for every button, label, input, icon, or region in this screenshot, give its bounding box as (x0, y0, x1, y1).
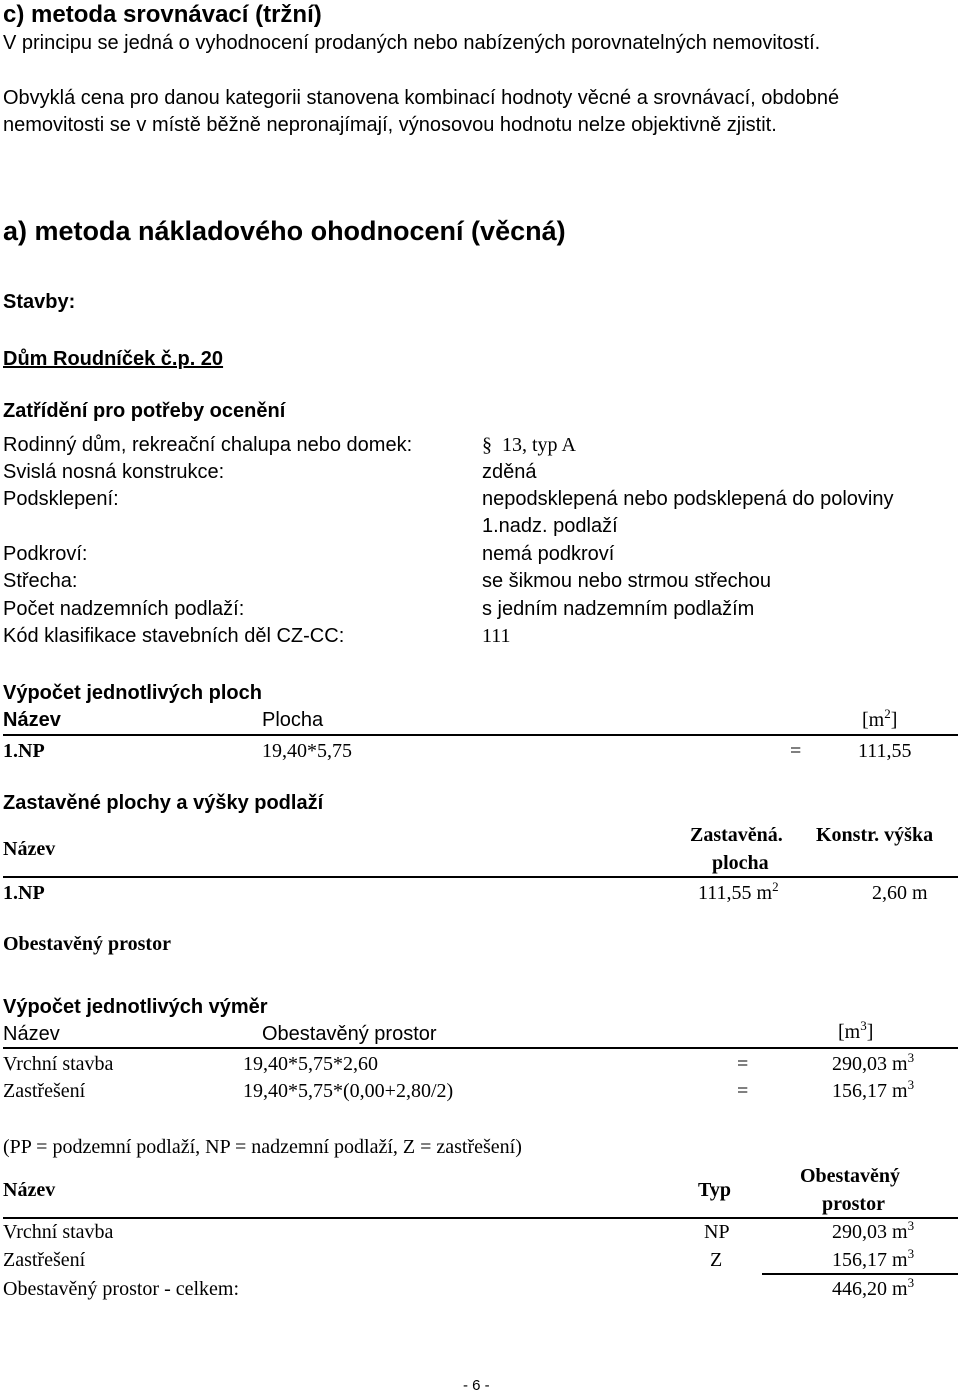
built-row-name: 1.NP (3, 882, 45, 904)
summary-col-volume: Obestavěný (800, 1165, 900, 1187)
summary-row-value: 290,03 $m^3$ (832, 1218, 915, 1243)
classification-label: Počet nadzemních podlaží: (3, 598, 245, 620)
built-heading: Zastavěné plochy a výšky podlaží (3, 792, 324, 814)
classification-label: Kód klasifikace stavebních děl CZ-CC: (3, 625, 345, 647)
built-col-height: Konstr. výška (816, 824, 934, 846)
classification-label: Podsklepení: (3, 488, 119, 510)
areas-col-area: Plocha (262, 709, 324, 731)
classification-value: nemá podkroví (482, 543, 615, 565)
volume-row-formula: 19,40*5,75*2,60 (243, 1053, 378, 1075)
volume-col-name: Název (3, 1023, 60, 1045)
summary-total-value: 446,20 $m^3$ (832, 1275, 915, 1300)
section-c-paragraph-2-line-2: nemovitosti se v místě běžně nepronajímají, výnosovou hodnotu nelze objektivně zjistit. (3, 114, 777, 136)
classification-label: Střecha: (3, 570, 78, 592)
summary-row-type: NP (704, 1221, 730, 1243)
volume-row-eq: = (737, 1080, 749, 1102)
volume-legend: (PP = podzemní podlaží, NP = nadzemní podlaží, Z = zastřešení) (3, 1136, 522, 1158)
classification-value: s jedním nadzemním podlažím (482, 598, 755, 620)
classification-value: zděná (482, 461, 537, 483)
built-col-area: Zastavěná. (690, 824, 783, 846)
classification-value-continued: 1.nadz. podlaží (482, 515, 618, 537)
summary-col-name: Název (3, 1179, 56, 1201)
summary-col-volume-line-2: prostor (822, 1193, 885, 1215)
built-col-area-line-2: plocha (712, 852, 769, 874)
summary-col-type: Typ (698, 1179, 731, 1201)
classification-value: nepodsklepená nebo podsklepená do poloviny (482, 488, 894, 510)
page-number: - 6 - (463, 1377, 490, 1394)
volume-row-eq: = (737, 1053, 749, 1075)
classification-value: 111 (482, 625, 511, 647)
summary-row-type: Z (710, 1249, 723, 1271)
volume-row-name: Vrchní stavba (3, 1053, 114, 1075)
areas-row-value: 111,55 (858, 740, 912, 762)
section-a-heading: a) metoda nákladového ohodnocení (věcná) (3, 216, 566, 246)
areas-col-unit: $[m^2]$ (862, 706, 898, 731)
volume-col-volume: Obestavěný prostor (262, 1023, 437, 1045)
built-row-height: 2,60 m (872, 882, 928, 904)
built-col-name: Název (3, 838, 56, 860)
divider (3, 734, 958, 736)
summary-row-value: 156,17 $m^3$ (832, 1246, 915, 1271)
section-c-heading: c) metoda srovnávací (tržní) (3, 1, 322, 28)
paragraph-sign-icon: § (482, 434, 492, 456)
section-c-paragraph-1: V principu se jedná o vyhodnocení prodaných nebo nabízených porovnatelných nemovitostí. (3, 32, 821, 54)
volume-heading: Obestavěný prostor (3, 933, 171, 955)
classification-label: Svislá nosná konstrukce: (3, 461, 225, 483)
classification-value: 13, typ A (502, 434, 576, 456)
classification-label: Rodinný dům, rekreační chalupa nebo domek: (3, 434, 413, 456)
stavby-label: Stavby: (3, 291, 76, 313)
summary-row-name: Vrchní stavba (3, 1221, 114, 1243)
classification-label: Podkroví: (3, 543, 88, 565)
areas-heading: Výpočet jednotlivých ploch (3, 682, 262, 704)
summary-total-label: Obestavěný prostor - celkem: (3, 1278, 240, 1300)
total-divider (762, 1273, 958, 1275)
building-title: Dům Roudníček č.p. 20 (3, 348, 224, 370)
areas-row-formula: 19,40*5,75 (262, 740, 352, 762)
classification-value: se šikmou nebo strmou střechou (482, 570, 772, 592)
volume-row-name: Zastřešení (3, 1080, 86, 1102)
section-c-paragraph-2-line-1: Obvyklá cena pro danou kategorii stanovena kombinací hodnoty věcné a srovnávací, obdobné (3, 87, 840, 109)
areas-row-eq: = (790, 740, 802, 762)
volume-col-unit: $[m^3]$ (838, 1018, 874, 1043)
summary-row-name: Zastřešení (3, 1249, 86, 1271)
volume-calc-heading: Výpočet jednotlivých výměr (3, 996, 268, 1018)
areas-col-name: Název (3, 709, 61, 731)
classification-heading: Zatřídění pro potřeby ocenění (3, 400, 286, 422)
volume-row-formula: 19,40*5,75*(0,00+2,80/2) (243, 1080, 454, 1102)
divider (3, 876, 958, 878)
areas-row-name: 1.NP (3, 740, 45, 762)
built-row-area: 111,55 $m^2$ (698, 879, 779, 904)
volume-row-value: 290,03 $m^3$ (832, 1050, 915, 1075)
divider (3, 1047, 958, 1049)
volume-row-value: 156,17 $m^3$ (832, 1077, 915, 1102)
divider (3, 1217, 958, 1219)
